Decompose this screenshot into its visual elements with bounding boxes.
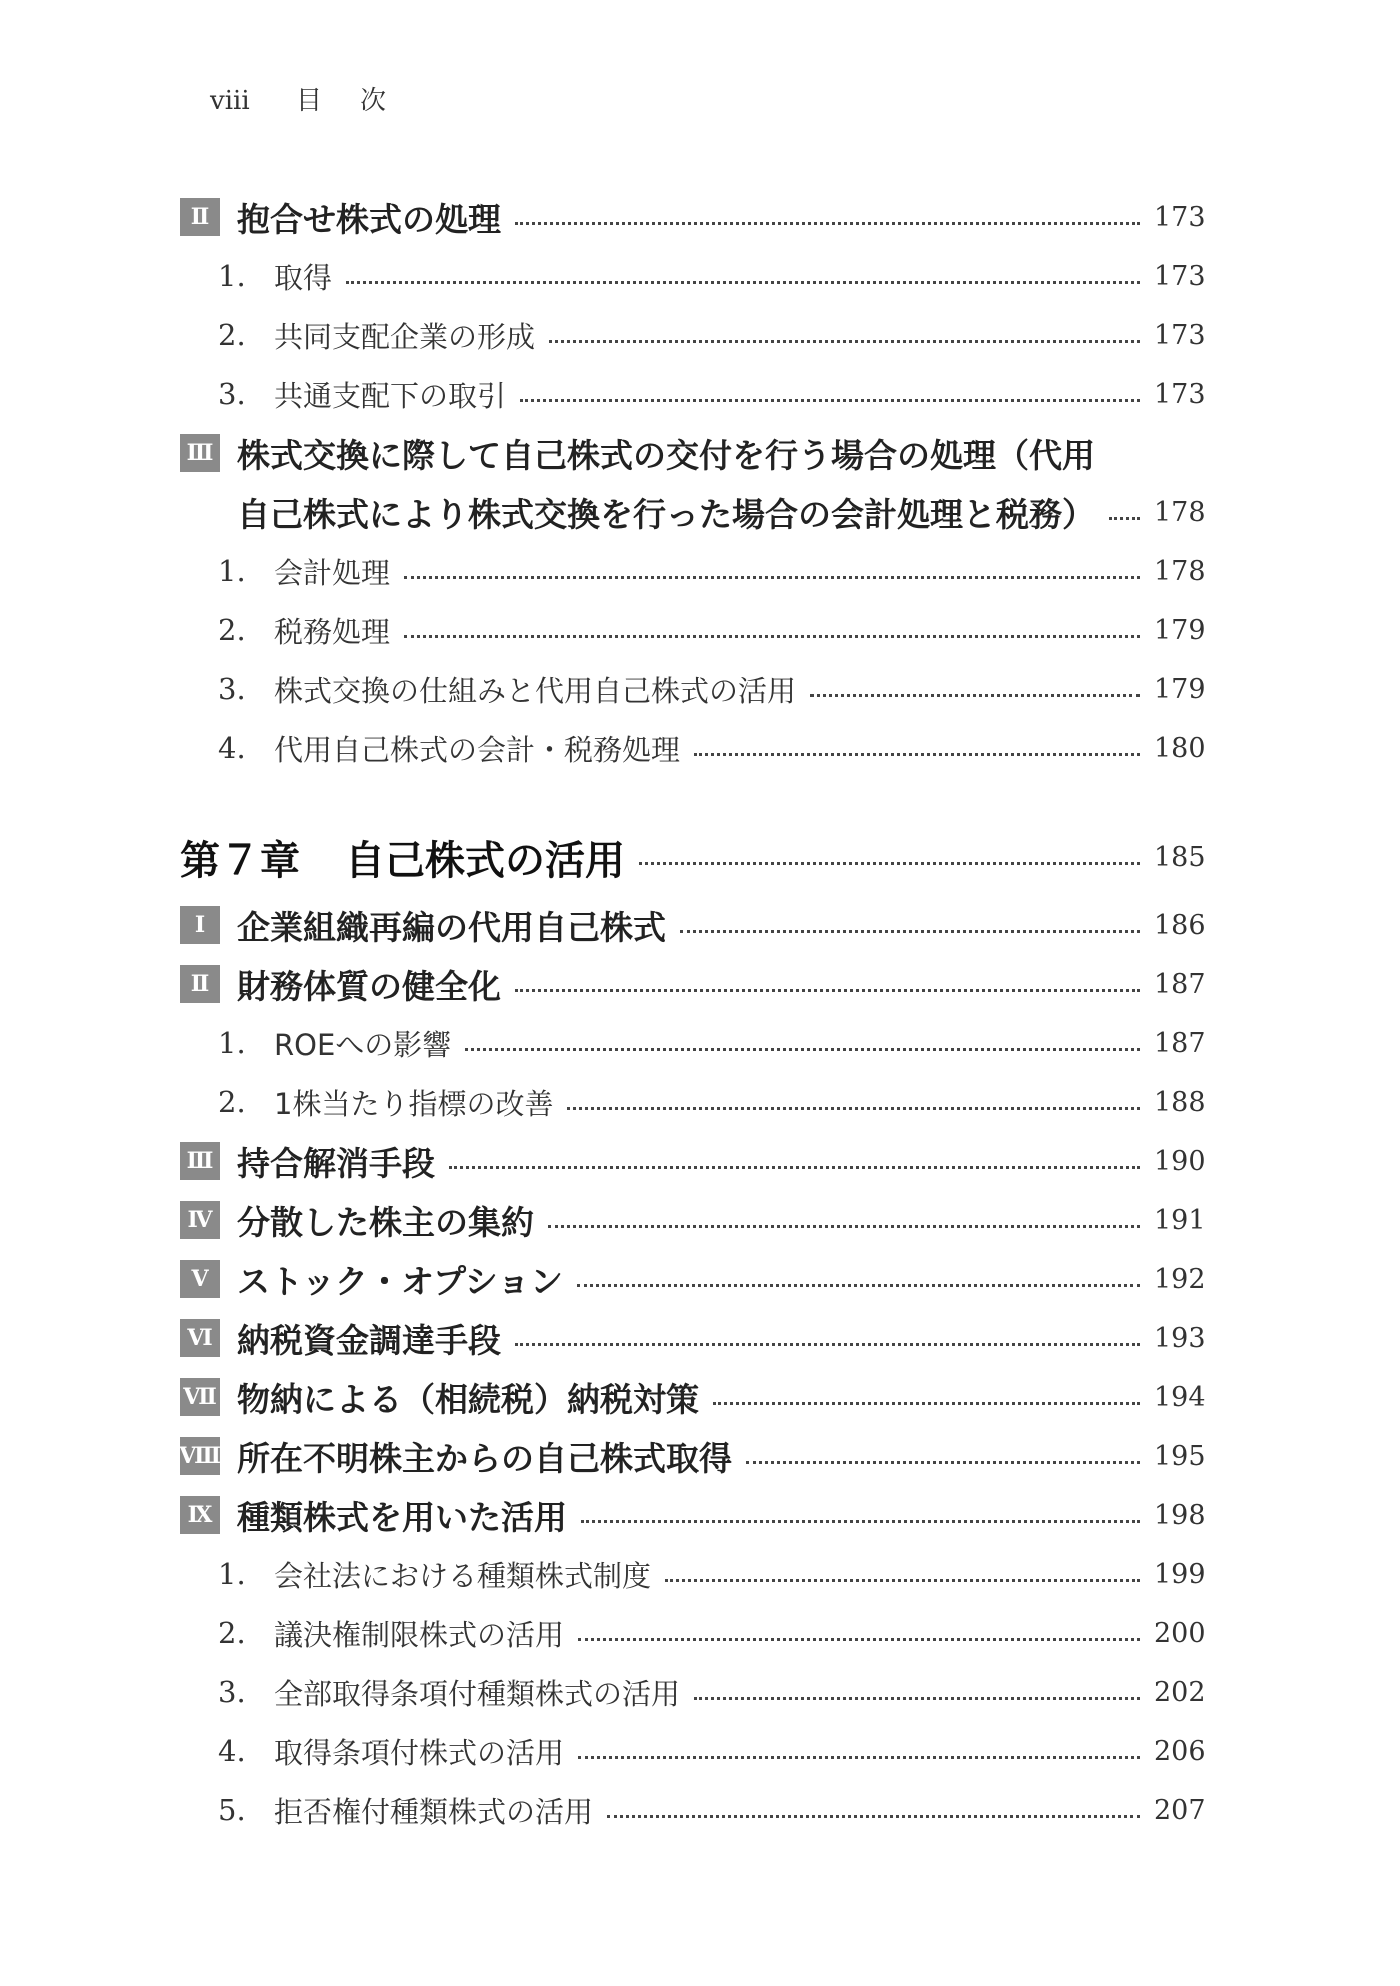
subsection-number: 4. — [218, 731, 246, 765]
dot-leader — [713, 1402, 1140, 1405]
page-number: 178 — [1154, 555, 1206, 587]
page-number: 173 — [1154, 378, 1206, 410]
page-header — [210, 80, 424, 117]
toc-section[interactable] — [180, 1375, 1206, 1419]
page-number: 200 — [1154, 1617, 1206, 1649]
toc-section-title: 種類株式を用いた活用 — [237, 1497, 567, 1537]
section-number-badge: Ⅳ — [180, 1201, 220, 1239]
section-number-badge: Ⅱ — [180, 965, 220, 1003]
toc-subsection[interactable] — [180, 1729, 1206, 1773]
section-number-badge: Ⅲ — [180, 1142, 220, 1180]
toc-section-continuation[interactable] — [180, 490, 1206, 534]
toc-subsection[interactable] — [180, 254, 1206, 298]
dot-leader — [1109, 517, 1140, 520]
subsection-number: 1. — [218, 554, 246, 588]
toc-chapter[interactable] — [180, 827, 1206, 887]
toc-section-title: 分散した株主の集約 — [237, 1202, 534, 1242]
toc-subsection-title: 全部取得条項付種類株式の活用 — [274, 1676, 681, 1711]
page-number: 185 — [1154, 841, 1206, 873]
toc-subsection-title: 株式交換の仕組みと代用自己株式の活用 — [274, 673, 797, 708]
subsection-number: 1. — [218, 259, 246, 293]
section-number-badge: Ⅶ — [180, 1378, 220, 1416]
dot-leader — [680, 930, 1140, 933]
toc-subsection[interactable] — [180, 1611, 1206, 1655]
toc-section-title: 財務体質の健全化 — [237, 966, 501, 1006]
subsection-number: 3. — [218, 1675, 246, 1709]
toc-section[interactable] — [180, 962, 1206, 1006]
dot-leader — [639, 862, 1140, 865]
page-number: 178 — [1154, 496, 1206, 528]
toc-section[interactable] — [179, 1434, 1206, 1478]
chapter-title: 自己株式の活用 — [345, 837, 625, 884]
page-number: 194 — [1154, 1381, 1206, 1413]
page-number: 198 — [1154, 1499, 1206, 1531]
dot-leader — [549, 340, 1140, 343]
page-number: 199 — [1154, 1558, 1206, 1590]
toc-section-title: 持合解消手段 — [237, 1143, 435, 1183]
toc-subsection-title: 拒否権付種類株式の活用 — [274, 1794, 594, 1829]
page-number: 207 — [1154, 1794, 1206, 1826]
toc-subsection[interactable] — [180, 549, 1206, 593]
dot-leader — [449, 1166, 1140, 1169]
dot-leader — [694, 753, 1140, 756]
page-number: 206 — [1154, 1735, 1206, 1767]
toc-section-title: 企業組織再編の代用自己株式 — [237, 907, 666, 947]
page-number: 202 — [1154, 1676, 1206, 1708]
section-number-badge: Ⅴ — [180, 1260, 220, 1298]
page-number: 191 — [1154, 1204, 1206, 1236]
dot-leader — [581, 1520, 1140, 1523]
toc-section-title-continued: 自己株式により株式交換を行った場合の会計処理と税務） — [237, 494, 1095, 534]
section-number-badge: Ⅷ — [180, 1437, 220, 1475]
dot-leader — [465, 1048, 1140, 1051]
toc-subsection[interactable] — [180, 1021, 1206, 1065]
toc-section-title: 所在不明株主からの自己株式取得 — [237, 1438, 732, 1478]
dot-leader — [404, 635, 1140, 638]
page-number: 179 — [1154, 614, 1206, 646]
dot-leader — [746, 1461, 1140, 1464]
toc-section[interactable] — [180, 1493, 1206, 1537]
toc-subsection[interactable] — [180, 1788, 1206, 1832]
subsection-number: 4. — [218, 1734, 246, 1768]
toc-subsection-title: 共通支配下の取引 — [274, 378, 507, 413]
subsection-number: 3. — [218, 672, 246, 706]
toc-subsection[interactable] — [180, 1080, 1206, 1124]
toc-section[interactable] — [180, 1198, 1206, 1242]
subsection-number: 2. — [218, 613, 246, 647]
toc-subsection-title: 共同支配企業の形成 — [274, 319, 536, 354]
toc-subsection[interactable] — [180, 667, 1206, 711]
dot-leader — [578, 1756, 1140, 1759]
dot-leader — [346, 281, 1140, 284]
toc-section[interactable] — [180, 903, 1206, 947]
section-number-badge: Ⅸ — [180, 1496, 220, 1534]
toc-subsection[interactable] — [180, 1552, 1206, 1596]
dot-leader — [548, 1225, 1140, 1228]
page-number: 186 — [1154, 909, 1206, 941]
subsection-number: 1. — [218, 1557, 246, 1591]
toc-subsection[interactable] — [180, 313, 1206, 357]
dot-leader — [578, 1638, 1140, 1641]
section-number-badge: Ⅵ — [180, 1319, 220, 1357]
dot-leader — [404, 576, 1140, 579]
page-number: 173 — [1154, 201, 1206, 233]
page-number: 179 — [1154, 673, 1206, 705]
toc-subsection-title: ROEへの影響 — [274, 1027, 452, 1062]
page-number: 173 — [1154, 260, 1206, 292]
toc-section-title: 物納による（相続税）納税対策 — [237, 1379, 699, 1419]
section-number-badge: Ⅱ — [180, 198, 220, 236]
toc-subsection[interactable] — [180, 726, 1206, 770]
toc-subsection-title: 取得 — [274, 260, 333, 295]
chapter-label: 第７章 — [180, 837, 300, 884]
page-number: 190 — [1154, 1145, 1206, 1177]
toc-section[interactable] — [180, 195, 1206, 239]
toc-section-title: 抱合せ株式の処理 — [237, 199, 501, 239]
dot-leader — [520, 399, 1140, 402]
toc-subsection-title: 会計処理 — [274, 555, 391, 590]
dot-leader — [810, 694, 1140, 697]
page-number: 188 — [1154, 1086, 1206, 1118]
toc-subsection-title: 会社法における種類株式制度 — [274, 1558, 652, 1593]
dot-leader — [515, 1343, 1140, 1346]
toc-section[interactable] — [180, 431, 1202, 475]
toc-subsection-title: 代用自己株式の会計・税務処理 — [274, 732, 681, 767]
running-title: 目次 — [296, 86, 425, 116]
section-number-badge: Ⅲ — [180, 434, 220, 472]
subsection-number: 2. — [218, 1085, 246, 1119]
dot-leader — [515, 989, 1140, 992]
subsection-number: 1. — [218, 1026, 246, 1060]
page-number: 187 — [1154, 968, 1206, 1000]
toc-subsection[interactable] — [180, 608, 1206, 652]
toc-section[interactable] — [180, 1139, 1206, 1183]
toc-subsection-title: 税務処理 — [274, 614, 391, 649]
section-number-badge: Ⅰ — [180, 906, 220, 944]
dot-leader — [567, 1107, 1140, 1110]
toc-section[interactable] — [180, 1257, 1206, 1301]
toc-subsection-title: 1株当たり指標の改善 — [274, 1086, 554, 1121]
page-number: 180 — [1154, 732, 1206, 764]
dot-leader — [694, 1697, 1140, 1700]
toc-subsection-title: 議決権制限株式の活用 — [274, 1617, 565, 1652]
subsection-number: 5. — [218, 1793, 246, 1827]
page-number: 192 — [1154, 1263, 1206, 1295]
toc-subsection[interactable] — [180, 372, 1206, 416]
toc-section-title: ストック・オプション — [237, 1261, 564, 1301]
dot-leader — [577, 1284, 1140, 1287]
subsection-number: 3. — [218, 377, 246, 411]
subsection-number: 2. — [218, 1616, 246, 1650]
dot-leader — [607, 1815, 1140, 1818]
subsection-number: 2. — [218, 318, 246, 352]
page-number: 187 — [1154, 1027, 1206, 1059]
toc-section-title: 株式交換に際して自己株式の交付を行う場合の処理（代用 — [237, 435, 1095, 475]
toc-section[interactable] — [180, 1316, 1206, 1360]
page-number: 195 — [1154, 1440, 1206, 1472]
toc-subsection-title: 取得条項付株式の活用 — [274, 1735, 565, 1770]
dot-leader — [665, 1579, 1140, 1582]
toc-subsection[interactable] — [180, 1670, 1206, 1714]
toc-section-title: 納税資金調達手段 — [237, 1320, 501, 1360]
page-number: 193 — [1154, 1322, 1206, 1354]
page-number: 173 — [1154, 319, 1206, 351]
dot-leader — [515, 222, 1140, 225]
folio: viii — [210, 86, 250, 116]
